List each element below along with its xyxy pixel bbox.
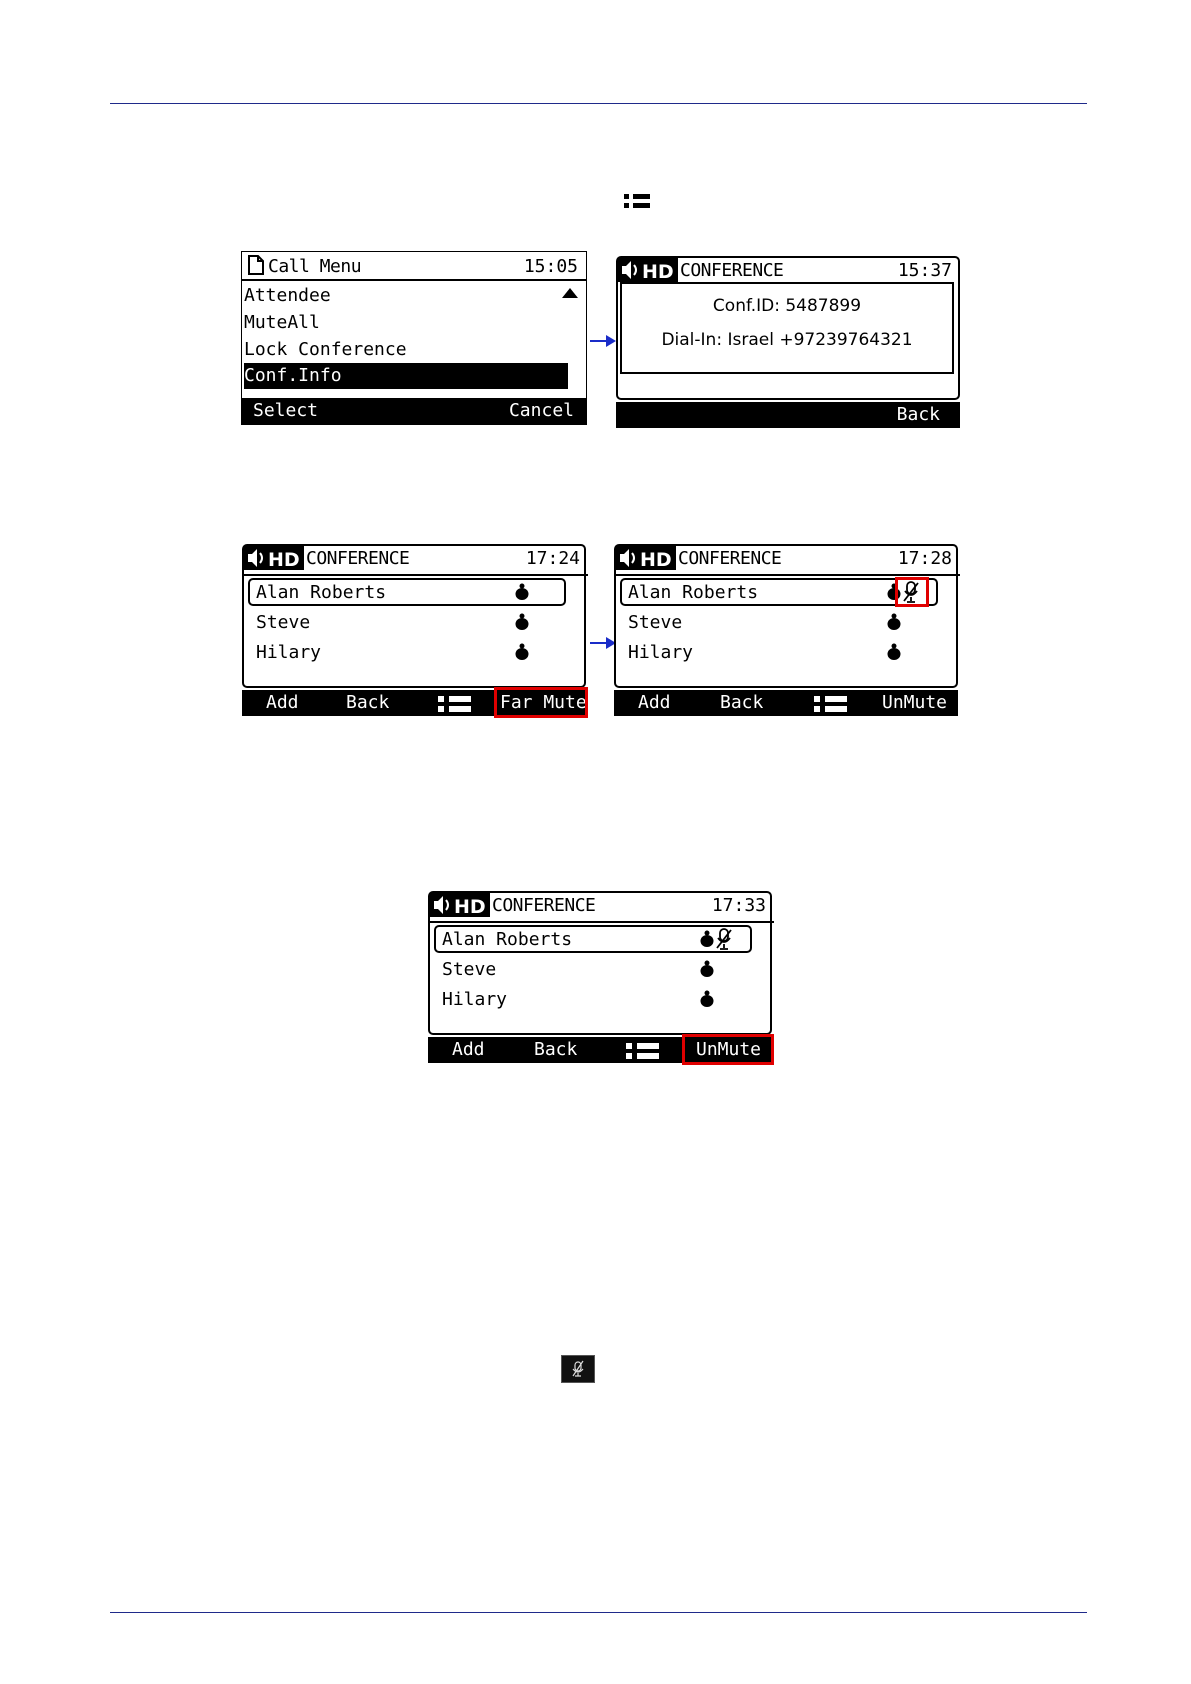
softkey-cancel[interactable]: Cancel — [508, 400, 574, 421]
footer-rule — [110, 1612, 1087, 1613]
screen-title: CONFERENCE — [678, 548, 782, 569]
participant-steve[interactable]: Steve — [628, 612, 683, 633]
conf-info-screen — [616, 256, 960, 428]
hd-speaker-logo — [244, 546, 304, 570]
softkey-unmute[interactable]: UnMute — [882, 692, 948, 713]
clock: 15:37 — [897, 260, 952, 281]
info-box — [620, 282, 954, 374]
screen-header — [616, 256, 960, 284]
dial-in: Dial-In: Israel +97239764321 — [661, 330, 913, 350]
softkey-back[interactable]: Back — [346, 692, 390, 713]
screen-header — [242, 252, 586, 281]
softkey-far-mute[interactable]: Far Mute — [500, 692, 587, 713]
caller-icon — [700, 960, 714, 977]
menu-item-muteall[interactable]: MuteAll — [244, 312, 320, 333]
caller-icon — [887, 643, 901, 660]
scroll-up-icon[interactable] — [562, 288, 578, 298]
conf-id: Conf.ID: 5487899 — [712, 296, 862, 316]
svg-text:HD: HD — [268, 549, 300, 570]
participant-steve[interactable]: Steve — [442, 959, 497, 980]
caller-icon — [515, 643, 529, 660]
screen-header — [242, 544, 588, 576]
caller-icon — [700, 990, 714, 1007]
menu-list-icon[interactable] — [814, 696, 848, 712]
menu-item-lock-conference[interactable]: Lock Conference — [244, 339, 407, 360]
hd-speaker-logo — [430, 893, 490, 917]
svg-text:HD: HD — [640, 549, 672, 570]
screen-header — [614, 544, 960, 576]
hd-speaker-logo — [618, 258, 678, 282]
participant-hilary[interactable]: Hilary — [628, 642, 694, 663]
caller-icon — [700, 930, 714, 947]
caller-icon — [887, 613, 901, 630]
document-icon — [248, 255, 264, 275]
softkey-select[interactable]: Select — [253, 400, 319, 421]
softkey-bar — [242, 398, 586, 424]
highlight-box — [682, 1034, 774, 1065]
menu-item-conf-info: Conf.Info — [244, 365, 342, 386]
softkey-back[interactable]: Back — [720, 692, 764, 713]
muted-mic-icon — [716, 928, 732, 950]
hd-speaker-logo — [616, 546, 676, 570]
clock: 17:28 — [897, 548, 952, 569]
screen-title: CONFERENCE — [306, 548, 410, 569]
participant-alan-roberts[interactable]: Alan Roberts — [442, 929, 573, 950]
menu-list-icon[interactable] — [626, 1043, 660, 1059]
header-rule — [110, 103, 1087, 104]
screen-title: CONFERENCE — [680, 260, 784, 281]
screen-title: CONFERENCE — [492, 895, 596, 916]
softkey-unmute[interactable]: UnMute — [696, 1039, 762, 1060]
softkey-add[interactable]: Add — [638, 692, 671, 713]
participant-hilary[interactable]: Hilary — [256, 642, 322, 663]
conference-screen-unmute — [614, 544, 960, 716]
highlight-box — [494, 687, 588, 718]
menu-list-icon — [624, 193, 650, 209]
flow-arrow — [590, 642, 614, 644]
softkey-bar — [614, 690, 958, 716]
clock: 15:05 — [523, 256, 578, 277]
clock: 17:24 — [525, 548, 580, 569]
softkey-add[interactable]: Add — [452, 1039, 485, 1060]
caller-icon — [515, 613, 529, 630]
softkey-bar — [616, 402, 960, 428]
svg-text:HD: HD — [642, 261, 674, 282]
caller-icon — [515, 583, 529, 600]
conference-screen-far-mute — [242, 544, 588, 716]
menu-item-selected[interactable] — [244, 363, 568, 389]
softkey-add[interactable]: Add — [266, 692, 299, 713]
conference-screen-unmute-highlight — [428, 891, 774, 1063]
flow-arrow — [590, 340, 614, 342]
participant-alan-roberts[interactable]: Alan Roberts — [256, 582, 387, 603]
call-menu-screen — [241, 251, 587, 425]
clock: 17:33 — [711, 895, 766, 916]
menu-item-attendee[interactable]: Attendee — [244, 285, 331, 306]
svg-text:HD: HD — [454, 896, 486, 917]
screen-header — [428, 891, 774, 923]
screen-title: Call Menu — [268, 256, 362, 277]
highlight-box — [895, 577, 929, 607]
softkey-back[interactable]: Back — [534, 1039, 578, 1060]
participant-hilary[interactable]: Hilary — [442, 989, 508, 1010]
softkey-back[interactable]: Back — [896, 404, 940, 425]
menu-list-icon[interactable] — [438, 696, 472, 712]
participant-alan-roberts[interactable]: Alan Roberts — [628, 582, 759, 603]
muted-mic-icon — [561, 1355, 595, 1383]
participant-steve[interactable]: Steve — [256, 612, 311, 633]
